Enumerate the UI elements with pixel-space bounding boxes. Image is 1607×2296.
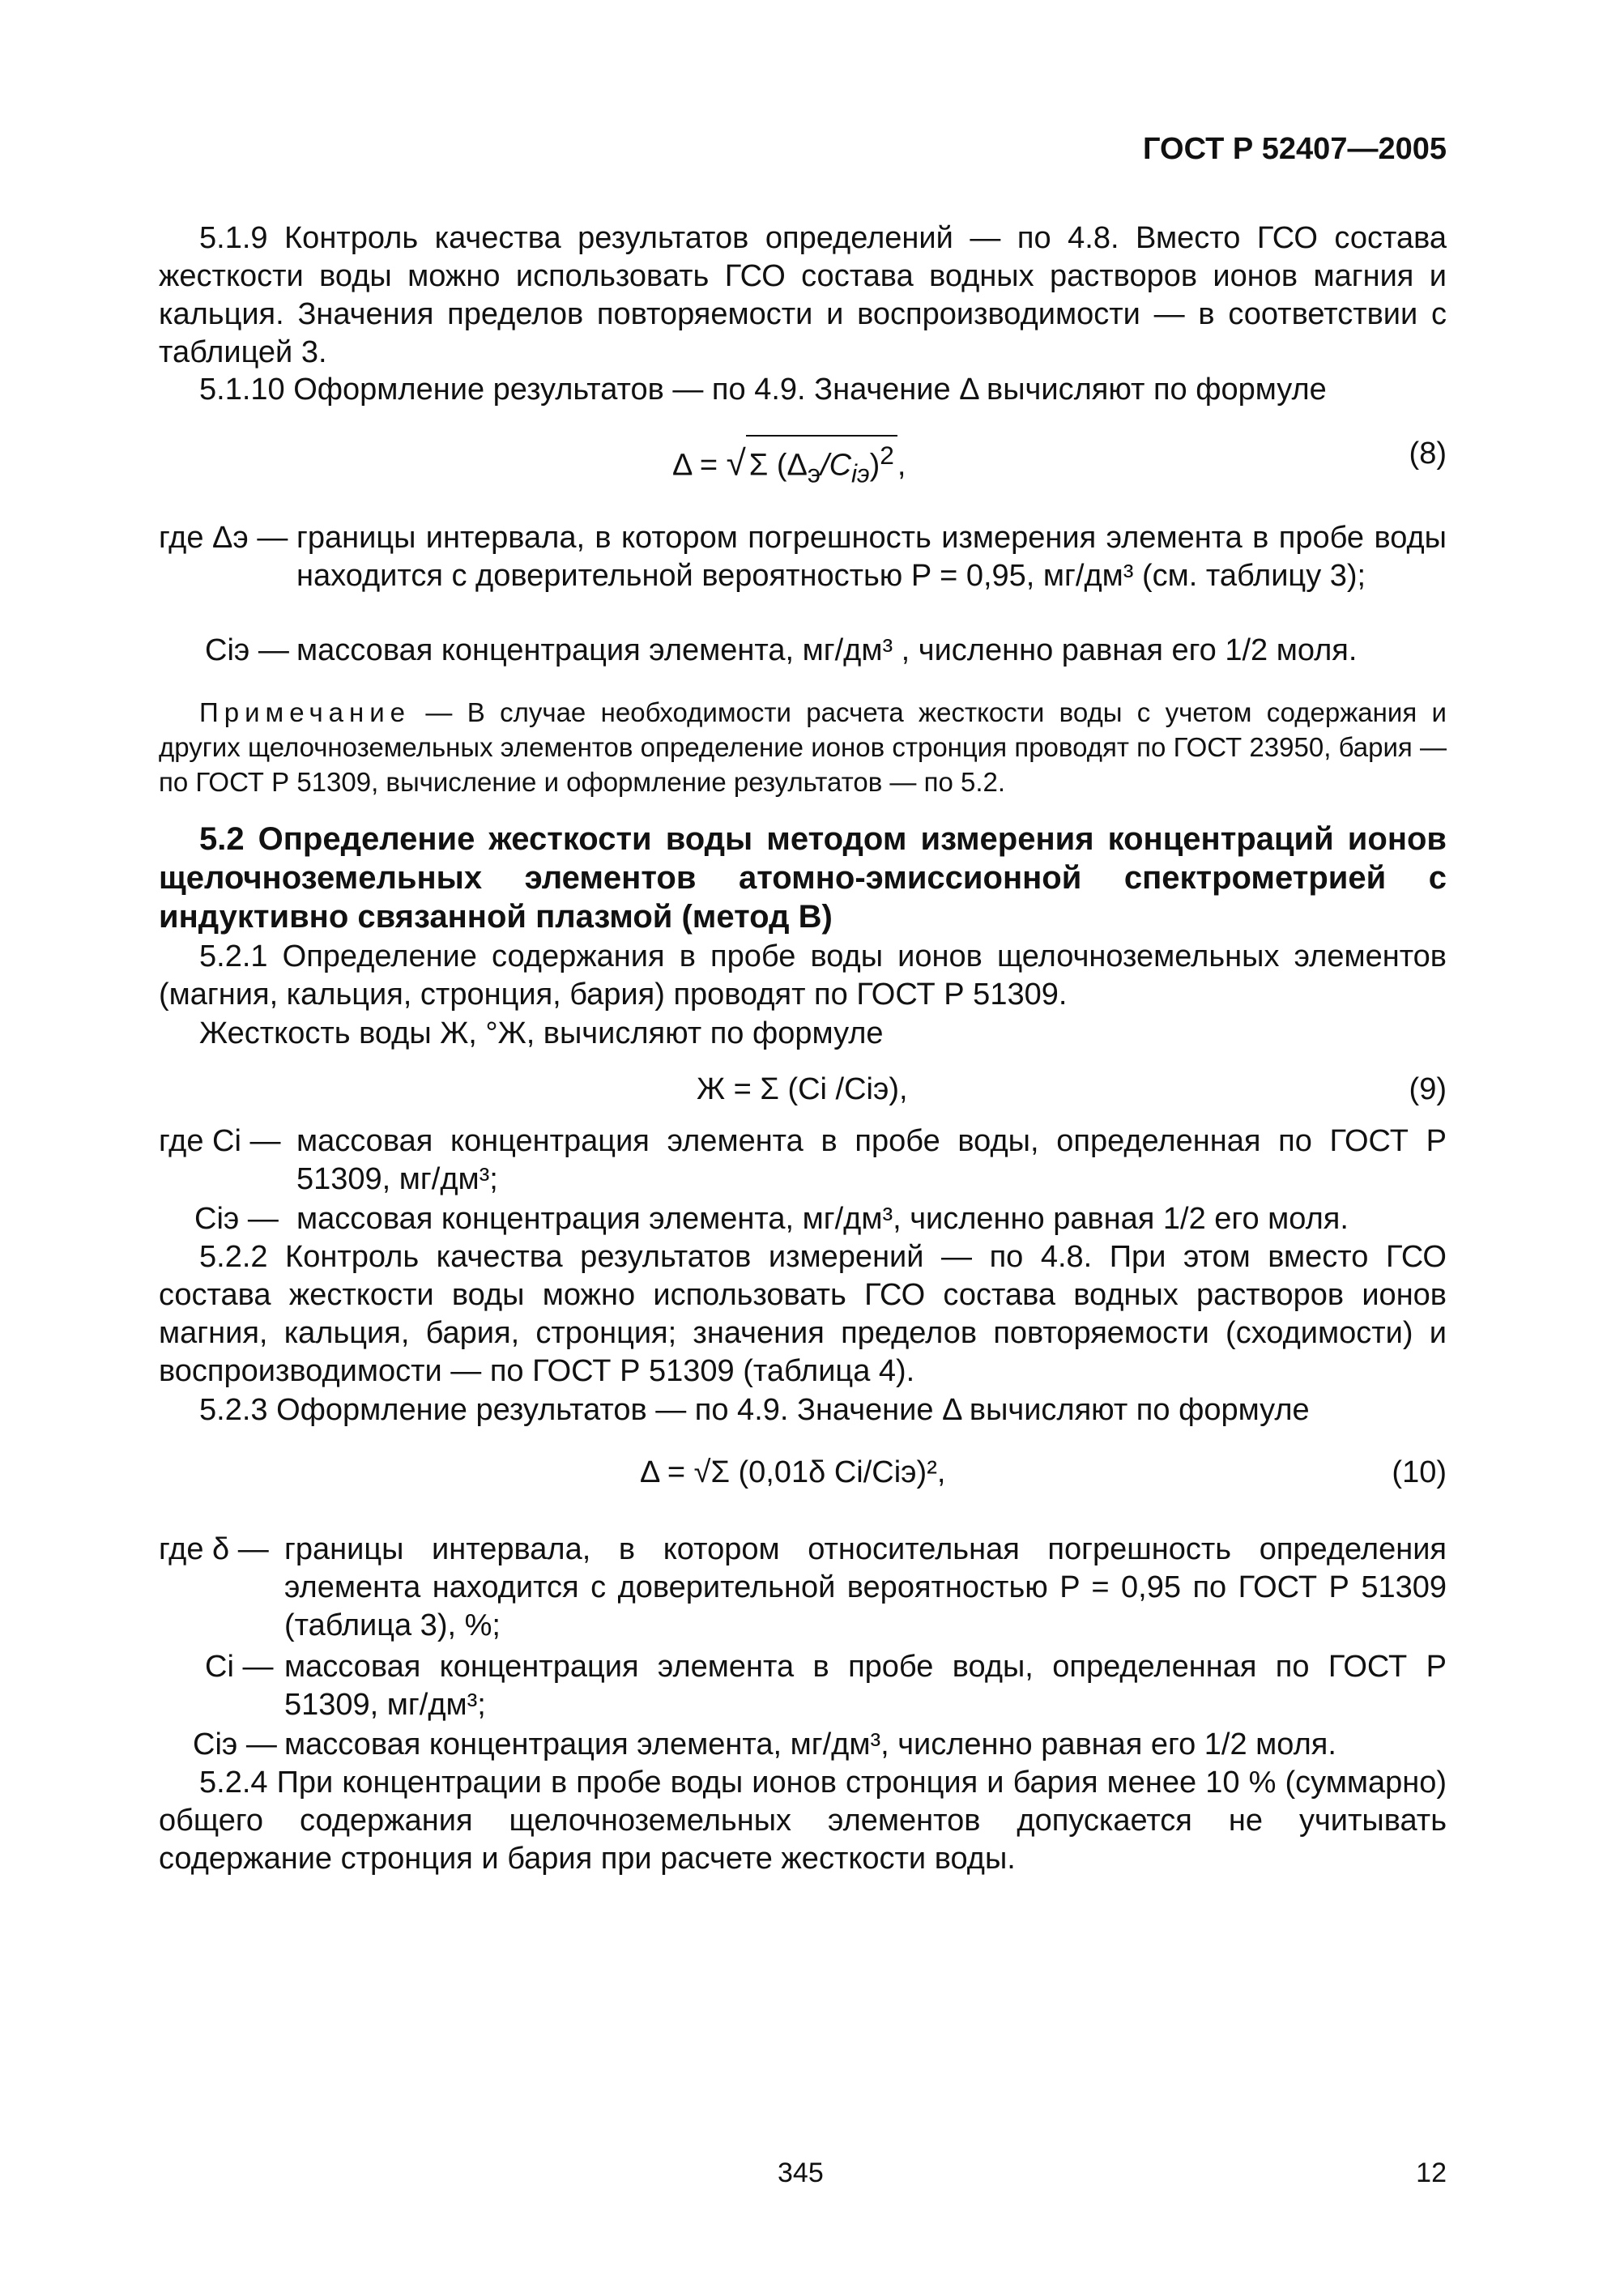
- formula-10-number: (10): [1392, 1455, 1447, 1489]
- paragraph-5-2-1-formula-intro: Жесткость воды Ж, °Ж, вычисляют по формуле: [199, 1016, 884, 1050]
- paragraph-5-1-10: 5.1.10 Оформление результатов — по 4.9. Значение Δ вычисляют по формуле: [199, 373, 1327, 407]
- definition-label: где δ —: [159, 1532, 269, 1566]
- formula-8-lhs: Δ =: [672, 448, 718, 483]
- definition-text: массовая концентрация элемента, мг/дм³ , численно равная его 1/2 моля.: [296, 633, 1358, 667]
- section-heading-5-2: 5.2 Определение жесткости воды методом измерения концентраций ионов щелочноземельных элементов атомно-эмиссионной спектрометрией с индуктивно связанной плазмой (метод В): [159, 821, 1447, 935]
- definition-text: массовая концентрация элемента, мг/дм³, численно равная 1/2 его моля.: [296, 1202, 1349, 1236]
- definition-c-i-2: [159, 1648, 1447, 1724]
- definition-label: Ciэ —: [205, 633, 289, 667]
- formula-8-number: (8): [1409, 437, 1447, 471]
- definition-text: массовая концентрация элемента в пробе воды, определенная по ГОСТ Р 51309, мг/дм³;: [284, 1650, 1447, 1722]
- formula-8: Δ = √ Σ $(\Delta_э/C_{iэ})^2$ ,: [672, 435, 906, 492]
- definition-label: где Δэ —: [159, 521, 288, 555]
- note-text: — В случае необходимости расчета жесткости воды с учетом содержания и других щелочноземельных элементов определение ионов стронция проводят по ГОСТ 23950, бария — по ГОСТ Р 51309, вычисление и оформление результатов — по 5.2.: [159, 697, 1447, 797]
- definition-c-ie: [159, 632, 1447, 670]
- note: [159, 695, 1447, 799]
- formula-9: Ж = Σ (Ci /Ciэ),: [697, 1072, 908, 1106]
- definition-label: где Ci —: [159, 1124, 281, 1158]
- definition-text: массовая концентрация элемента в пробе воды, определенная по ГОСТ Р 51309, мг/дм³;: [296, 1124, 1447, 1196]
- paragraph-5-2-4: 5.2.4 При концентрации в пробе воды ионов стронция и бария менее 10 % (суммарно) общего содержания щелочноземельных элементов допускается не учитывать содержание стронция и бария при расчете жесткости воды.: [159, 1766, 1447, 1876]
- definition-delta: [159, 1531, 1447, 1645]
- sqrt-icon: √: [726, 443, 746, 483]
- definition-text: массовая концентрация элемента, мг/дм³, численно равная его 1/2 моля.: [284, 1727, 1336, 1761]
- definition-c-ie-2: [159, 1200, 1447, 1238]
- paragraph-5-2-3: 5.2.3 Оформление результатов — по 4.9. Значение Δ вычисляют по формуле: [199, 1393, 1310, 1427]
- formula-8-radicand: Σ $(\Delta_э/C_{iэ})^2$: [746, 435, 897, 492]
- page-number-right: 12: [1416, 2158, 1447, 2188]
- note-lead: Примечание: [199, 697, 411, 727]
- definition-c-ie-3: [159, 1726, 1447, 1764]
- formula-9-number: (9): [1409, 1072, 1447, 1106]
- definition-c-i: [159, 1122, 1447, 1199]
- formula-10: Δ = √Σ (0,01δ Ci/Ciэ)²,: [640, 1455, 946, 1489]
- paragraph-5-1-9: 5.1.9 Контроль качества результатов определений — по 4.8. Вместо ГСО состава жесткости воды можно использовать ГСО состава водных растворов ионов магния и кальция. Значения пределов повторяемости и воспроизводимости — в соответствии с таблицей 3.: [159, 221, 1447, 369]
- definition-text: границы интервала, в котором относительная погрешность определения элемента находится с доверительной вероятностью P = 0,95 по ГОСТ Р 51309 (таблица 3), %;: [284, 1532, 1447, 1642]
- paragraph-5-2-1: 5.2.1 Определение содержания в пробе воды ионов щелочноземельных элементов (магния, кальция, стронция, бария) проводят по ГОСТ Р 51309.: [159, 939, 1447, 1012]
- definition-label: Ci —: [205, 1650, 274, 1684]
- definition-delta-e: [159, 519, 1447, 595]
- page-number-center: 345: [778, 2158, 824, 2188]
- paragraph-5-2-2: 5.2.2 Контроль качества результатов измерений — по 4.8. При этом вместо ГСО состава жесткости воды можно использовать ГСО состава водных растворов ионов магния, кальция, бария, стронция; значения пределов повторяемости (сходимости) и воспроизводимости — по ГОСТ Р 51309 (таблица 4).: [159, 1240, 1447, 1388]
- standard-code: ГОСТ Р 52407—2005: [1143, 132, 1447, 166]
- definition-label: Ciэ —: [194, 1202, 279, 1236]
- definition-text: границы интервала, в котором погрешность измерения элемента в пробе воды находится с доверительной вероятностью P = 0,95, мг/дм³ (см. таблицу 3);: [296, 521, 1447, 593]
- definition-label: Ciэ —: [193, 1727, 277, 1761]
